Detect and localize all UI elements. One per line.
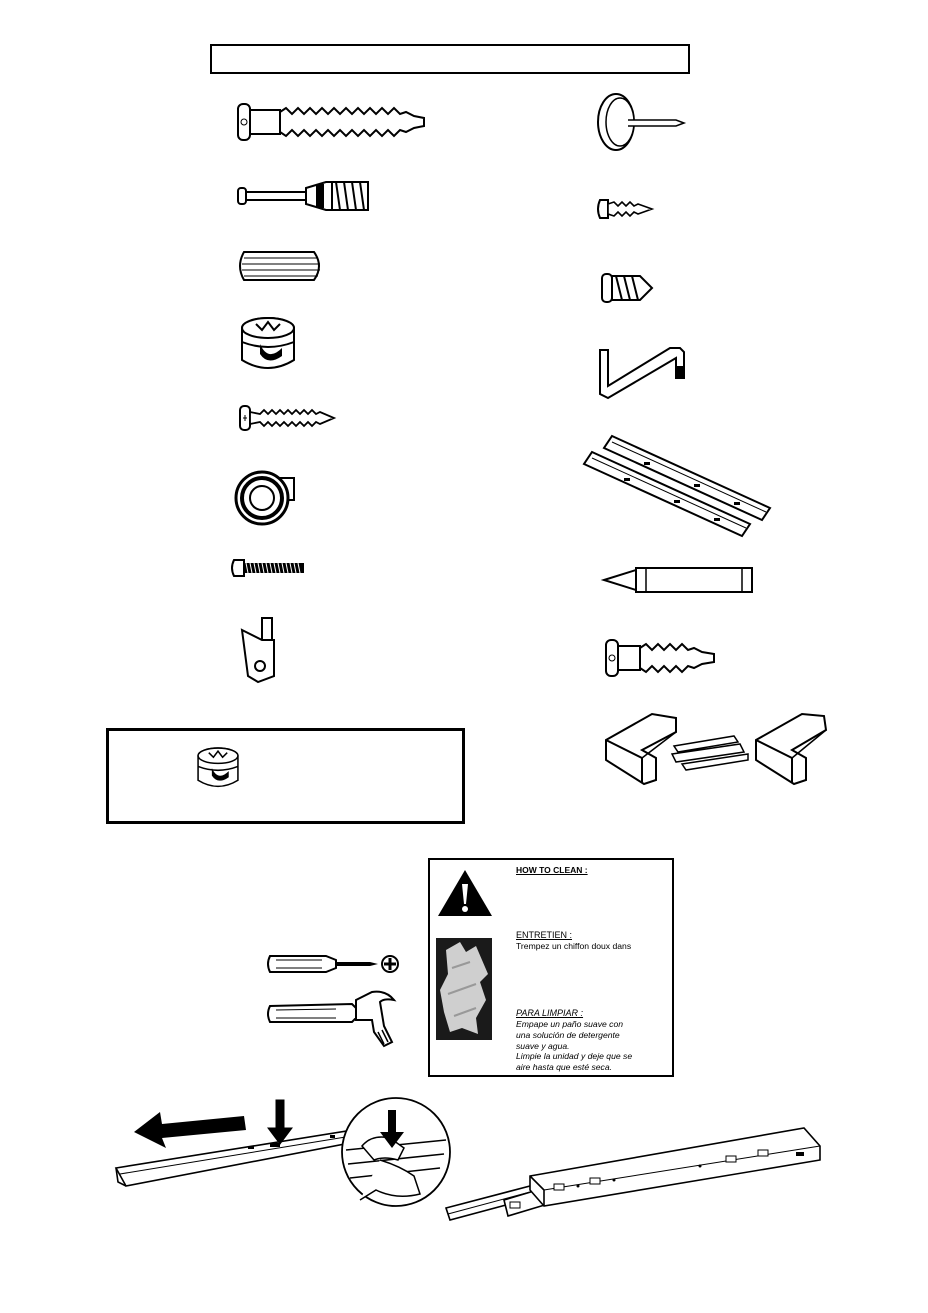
wall-anchor-icon [600, 270, 656, 306]
entretien-heading: ENTRETIEN : [516, 930, 573, 940]
warning-icon [436, 868, 494, 918]
cloth-icon [436, 938, 492, 1040]
para-limpiar-text-2: Limpie la unidad y deje que se aire hasta que esté seca. [516, 1051, 633, 1072]
how-to-clean-heading: HOW TO CLEAN : [516, 865, 588, 875]
knob-icon [234, 464, 300, 530]
wooden-dowel-icon [238, 250, 328, 282]
parts-header-box [210, 44, 690, 74]
cam-bolt-short-icon [604, 636, 718, 680]
entretien-text: Trempez un chiffon doux dans [516, 941, 632, 951]
drawer-slide-removal-illustration [0, 1090, 928, 1313]
cleaning-instructions-box [428, 858, 674, 1077]
nail-glide-icon [596, 92, 686, 154]
cam-lock-note-box [106, 728, 465, 824]
corner-protectors-icon [602, 710, 832, 790]
pull-arrow [134, 1112, 246, 1148]
hammer-icon [266, 986, 400, 1050]
para-limpiar-text: Empape un paño suave con una solución de detergente suave y agua. [516, 1019, 624, 1051]
para-limpiar-heading: PARA LIMPIAR : [516, 1008, 584, 1018]
drawer-rails-icon [584, 434, 776, 538]
cam-lock-icon [238, 314, 298, 374]
cam-bolt-long-screw-icon [236, 100, 436, 144]
cam-bolt-with-dowel-icon [236, 176, 376, 216]
cam-lock-small-icon [195, 744, 241, 792]
machine-screw-icon [232, 556, 308, 580]
screwdriver-icon [266, 952, 400, 976]
touch-up-marker-icon [602, 566, 756, 594]
press-arrow [268, 1100, 292, 1144]
wood-screw-icon [238, 404, 338, 432]
allen-key-icon [594, 342, 694, 402]
shelf-support-pin-icon [238, 614, 278, 684]
small-screw-icon [598, 196, 654, 222]
